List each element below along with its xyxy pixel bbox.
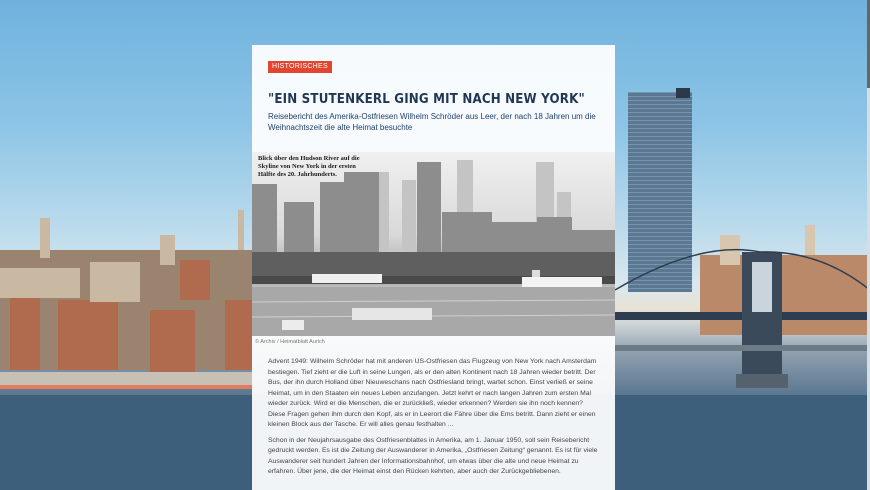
article-paragraph-2: Schon in der Neujahrsausgabe des Ostfriesenblattes in Amerika, am 1. Januar 1950, soll sein Reisebericht gedruckt werden. Es ist die Zeitung der Auswanderer in Amerika, „Ostfriesen Zeitung“ genannt. Es ist für viele Auswanderer seit hundert Jahren der Informationsbahnhof, um etwas über die alte und neue Heimat zu erfahren. Über jene, die der Heimat einst den Rücken kehrten, aber auch der Zurückgebliebenen.	[268, 436, 598, 475]
article-body	[268, 357, 598, 483]
article-photo	[252, 152, 615, 336]
article-headline: "EIN STUTENKERL GING MIT NACH NEW YORK"	[268, 91, 585, 107]
article-paragraph-1: Advent 1949: Wilhelm Schröder hat mit anderen US-Ostfriesen das Flugzeug von New York nach Amsterdam bestiegen. Tief zieht er die Luft in seine Lungen, als er den alten Kontinent nach 18 Jahren wieder betritt. Der Bus, der ihn durch Holland über Nieuweschans nach Ostfriesland bringt, wartet schon. Einst verließ er seine Heimat, um in den Staaten ein neues Leben anzufangen. Jetzt kehrt er nach langen Jahren zum ersten Mal wieder zurück. Wird er die Menschen, die er zurückließ, wieder erkennen? Werden sie ihn noch kennen? Diese Fragen gehen ihm durch den Kopf, als er in Leerort die Fähre über die Ems betritt. Dann zieht er einen kleinen Block aus der Tasche. Er will alles genau festhalten ...	[268, 358, 597, 428]
skyline-photo-illustration	[252, 152, 615, 336]
article-subheadline: Reisebericht des Amerika-Ostfriesen Wilhelm Schröder aus Leer, der nach 18 Jahren um die Weihnachtszeit die alte Heimat besuchte	[268, 112, 596, 132]
photo-credit: © Archiv / Heimatblatt Aurich	[255, 339, 325, 345]
category-badge[interactable]: HISTORISCHES	[268, 61, 332, 73]
photo-caption: Blick über den Hudson River auf die Skyline von New York in der ersten Hälfte des 20. Jahrhunderts.	[258, 155, 360, 178]
article-card	[252, 45, 615, 490]
